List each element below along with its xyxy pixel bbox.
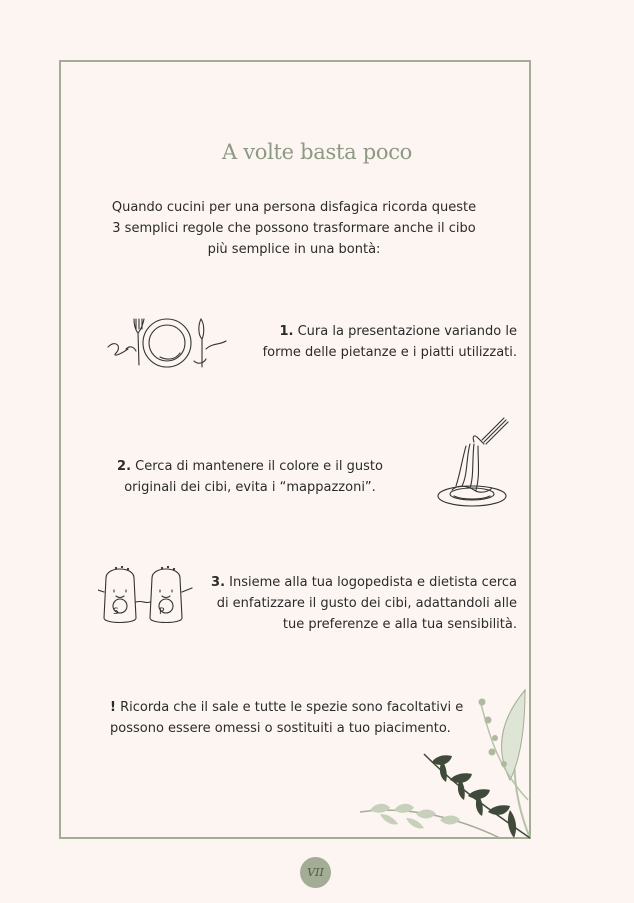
intro-text: Quando cucini per una persona disfagica ricorda queste 3 semplici regole che possono trasformare anche il cibo più semplice in una bontà: (111, 200, 477, 257)
rule-1 (240, 321, 517, 363)
plate-cutlery-icon (106, 315, 230, 371)
rule-3 (200, 572, 517, 635)
note-text: Ricorda che il sale e tutte le spezie sono facoltativi e possono essere omessi o sostituiti a tuo piacimento. (110, 700, 464, 736)
spaghetti-fork-icon (432, 414, 512, 518)
page-title: A volte basta poco (221, 140, 413, 164)
rule-2 (110, 456, 390, 498)
rule-1-number: 1. (279, 324, 294, 339)
rule-3-text: Insieme alla tua logopedista e dietista cerca di enfatizzare il gusto dei cibi, adattandoli alle tue preferenze e alla tua sensibilità. (216, 575, 517, 632)
note-mark: ! (110, 700, 116, 715)
page-number: VII (307, 866, 324, 879)
pepper-label: P (159, 607, 165, 617)
rule-2-number: 2. (117, 459, 132, 474)
leaves-decoration (360, 680, 532, 844)
rule-3-number: 3. (211, 575, 226, 590)
rule-2-text: Cerca di mantenere il colore e il gusto originali dei cibi, evita i “mappazzoni”. (124, 459, 383, 495)
salt-label: S (113, 607, 119, 617)
page-number-badge (300, 857, 331, 888)
rule-1-text: Cura la presentazione variando le forme delle pietanze e i piatti utilizzati. (262, 324, 517, 360)
